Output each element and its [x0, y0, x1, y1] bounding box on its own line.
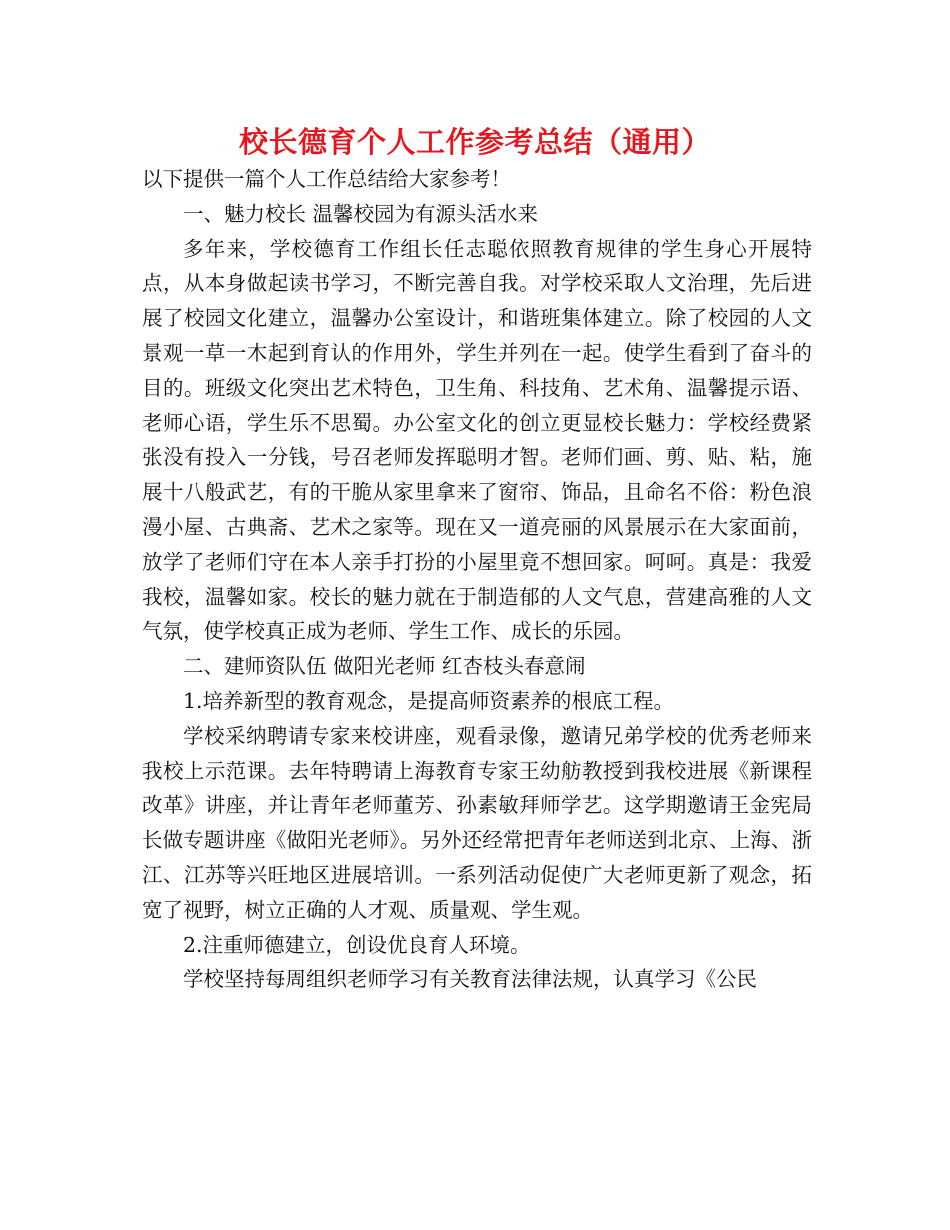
subheading-1: 1.培养新型的教育观念，是提高师资素养的根底工程。: [183, 688, 675, 713]
section-heading-1: 一、魅力校长 温馨校园为有源头活水来: [183, 201, 539, 226]
intro-paragraph: 以下提供一篇个人工作总结给大家参考！: [142, 167, 511, 191]
subheading-2: 2.注重师德建立，创设优良育人环境。: [183, 932, 531, 957]
section-heading-2: 二、建师资队伍 做阳光老师 红杏枝头春意闹: [183, 654, 586, 679]
body-paragraph-3: 学校坚持每周组织老师学习有关教育法律法规，认真学习《公民: [183, 967, 757, 992]
body-paragraph-1: 多年来，学校德育工作组长任志聪依照教育规律的学生身心开展特点，从本身做起读书学习，不断完善自我。对学校采取人文治理，先后进展了校园文化建立，温馨办公室设计，和谐班集体建立。除了校园的人文景观一草一木起到育认的作用外，学生并列在一起。使学生看到了奋斗的目的。班级文化突出艺术特色，卫生角、科技角、艺术角、温馨提示语、老师心语，学生乐不思蜀。办公室文化的创立更显校长魅力：学校经费紧张没有投入一分钱，号召老师发挥聪明才智。老师们画、剪、贴、粘，施展十八般武艺，有的干脆从家里拿来了窗帘、饰品，且命名不俗：粉色浪漫小屋、古典斋、艺术之家等。现在又一道亮丽的风景展示在大家面前，放学了老师们守在本人亲手打扮的小屋里竟不想回家。呵呵。真是：我爱我校，温馨如家。校长的魅力就在于制造郁的人文气息，营建高雅的人文气氛，使学校真正成为老师、学生工作、成长的乐园。: [142, 236, 812, 644]
document-body: [142, 162, 812, 997]
body-paragraph-2: 学校采纳聘请专家来校讲座，观看录像，邀请兄弟学校的优秀老师来我校上示范课。去年特聘请上海教育专家王幼舫教授到我校进展《新课程改革》讲座，并让青年老师董芳、孙素敏拜师学艺。这学期邀请王金宪局长做专题讲座《做阳光老师》。另外还经常把青年老师送到北京、上海、浙江、江苏等兴旺地区进展培训。一系列活动促使广大老师更新了观念，拓宽了视野，树立正确的人才观、质量观、学生观。: [142, 723, 812, 922]
document-title: 校长德育个人工作参考总结（通用）: [238, 125, 711, 159]
